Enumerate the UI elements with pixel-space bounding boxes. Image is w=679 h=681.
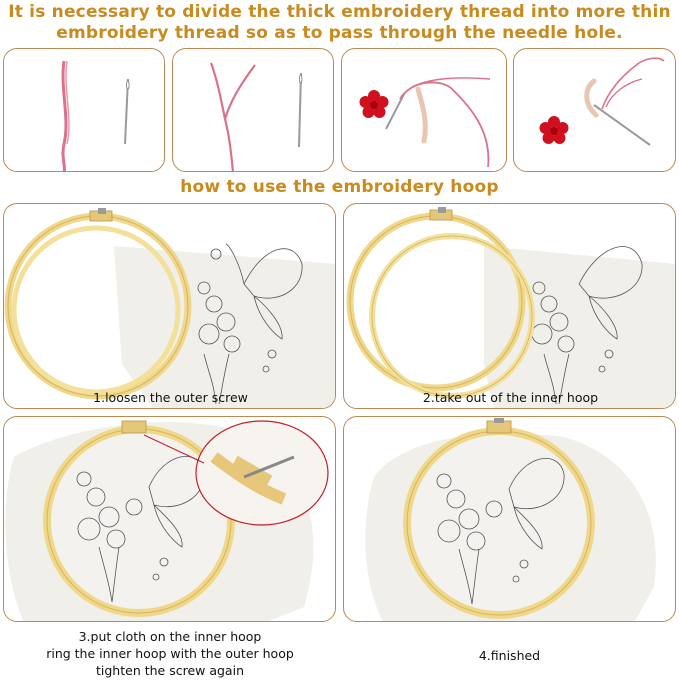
step-4-panel [343, 416, 676, 622]
thread-panel-1 [3, 48, 165, 172]
step-3-caption [0, 628, 340, 679]
threading-needle-with-flower-image [342, 49, 507, 172]
step-1-panel [3, 203, 336, 409]
inner-hoop-removed-image [344, 204, 676, 409]
flower-marker-icon [360, 90, 389, 118]
step-1-caption: 1.loosen the outer screw [93, 390, 248, 405]
hoop-subheading: how to use the embroidery hoop [180, 177, 499, 197]
split-thread-and-needle-image [173, 49, 334, 172]
thread-panel-3 [341, 48, 507, 172]
thread-panel-4 [513, 48, 676, 172]
thread-panel-2 [172, 48, 334, 172]
headline-line-2: embroidery thread so as to pass through the needle hole. [56, 23, 623, 43]
step-3-caption-line-1: 3.put cloth on the inner hoop [78, 629, 262, 644]
flower-marker-icon [540, 116, 569, 144]
finished-hoop-image [344, 417, 676, 622]
loosened-hoop-image [4, 204, 336, 409]
step-2-caption: 2.take out of the inner hoop [422, 390, 599, 405]
step-2-panel [343, 203, 676, 409]
headline-line-1: It is necessary to divide the thick embroidery thread into more thin [8, 2, 671, 22]
step-4-caption: 4.finished [478, 648, 541, 663]
cloth-in-hoop-with-screw-closeup-image [4, 417, 336, 622]
step-3-caption-line-2: ring the inner hoop with the outer hoop [46, 646, 294, 661]
threaded-needle-with-flower-image [514, 49, 676, 172]
thick-thread-and-needle-image [4, 49, 165, 172]
step-3-panel [3, 416, 336, 622]
step-3-caption-line-3: tighten the screw again [96, 663, 244, 678]
